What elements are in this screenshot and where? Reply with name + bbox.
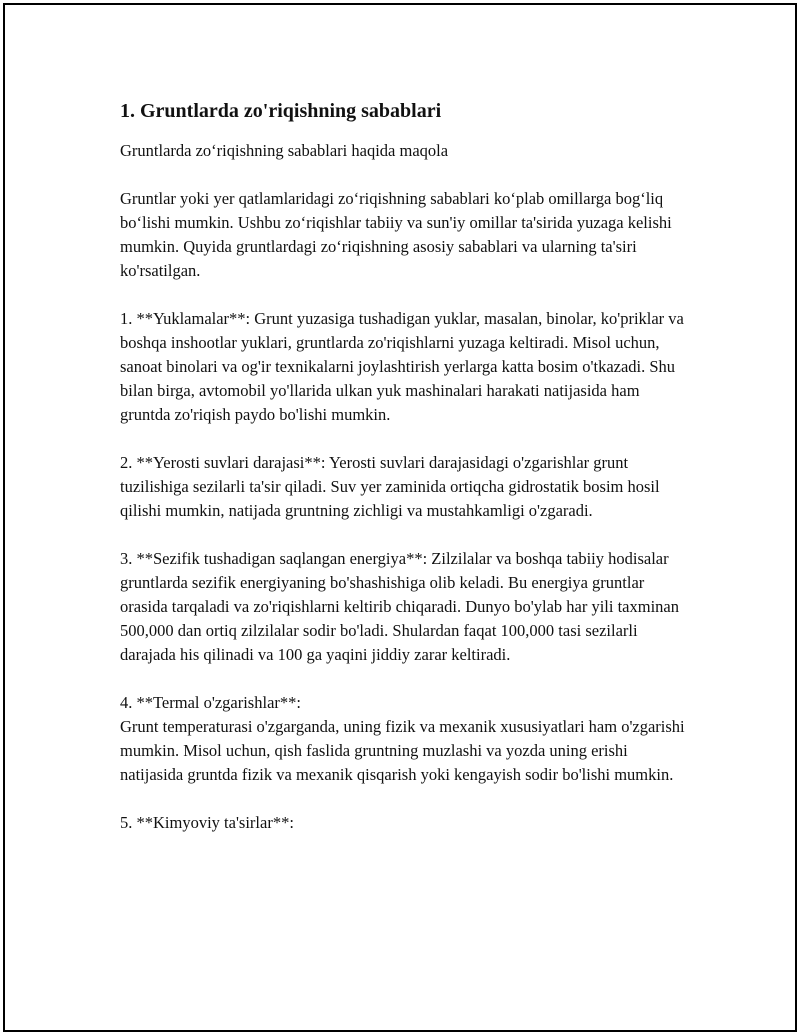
section-1-loads: 1. **Yuklamalar**: Grunt yuzasiga tushadigan yuklar, masalan, binolar, ko'priklar va boshqa inshootlar yuklari, gruntlarda zo'riqishlarni yuzaga keltiradi. Misol uchun, sanoat binolari va og'ir texnikalarni joylashtirish yerlarga katta bosim o'tkazadi. Shu bilan birga, avtomobil yo'llarida ulkan yuk mashinalari harakati natijasida ham gruntda zo'riqish paydo bo'lishi mumkin. bbox=[120, 309, 684, 424]
section-2-groundwater: 2. **Yerosti suvlari darajasi**: Yerosti suvlari darajasidagi o'zgarishlar grunt tuzilishiga sezilarli ta'sir qiladi. Suv yer zaminida ortiqcha gidrostatik bosim hosil qilishi mumkin, natijada gruntning zichligi va mustahkamligi o'zgaradi. bbox=[120, 453, 660, 520]
document-subtitle: Gruntlarda zo‘riqishning sabablari haqida maqola bbox=[120, 141, 449, 160]
page-frame bbox=[3, 3, 797, 1032]
section-5-chemical-effects: 5. **Kimyoviy ta'sirlar**: bbox=[120, 813, 294, 832]
intro-paragraph: Gruntlar yoki yer qatlamlaridagi zo‘riqishning sabablari ko‘plab omillarga bog‘liq bo‘lishi mumkin. Ushbu zo‘riqishlar tabiiy va sun'iy omillar ta'sirida yuzaga kelishi mumkin. Quyida gruntlardagi zo‘riqishning asosiy sabablari va ularning ta'siri ko'rsatilgan. bbox=[120, 189, 672, 280]
section-4-thermal-changes: 4. **Termal o'zgarishlar**: Grunt temperaturasi o'zgarganda, uning fizik va mexanik xususiyatlari ham o'zgarishi mumkin. Misol uchun, qish faslida gruntning muzlashi va yozda uning erishi natijasida gruntda fizik va mexanik qisqarish yoki kengayish sodir bo'lishi mumkin. bbox=[120, 693, 685, 784]
document-body bbox=[120, 97, 690, 835]
section-3-seismic-energy: 3. **Sezifik tushadigan saqlangan energiya**: Zilzilalar va boshqa tabiiy hodisalar gruntlarda sezifik energiyaning bo'shashishiga olib keladi. Bu energiya gruntlar orasida tarqaladi va zo'riqishlarni keltirib chiqaradi. Dunyo bo'ylab har yili taxminan 500,000 dan ortiq zilzilalar sodir bo'ladi. Shulardan faqat 100,000 tasi sezilarli darajada his qilinadi va 100 ga yaqini jiddiy zarar keltiradi. bbox=[120, 549, 679, 664]
document-title: 1. Gruntlarda zo'riqishning sabablari bbox=[120, 100, 442, 122]
